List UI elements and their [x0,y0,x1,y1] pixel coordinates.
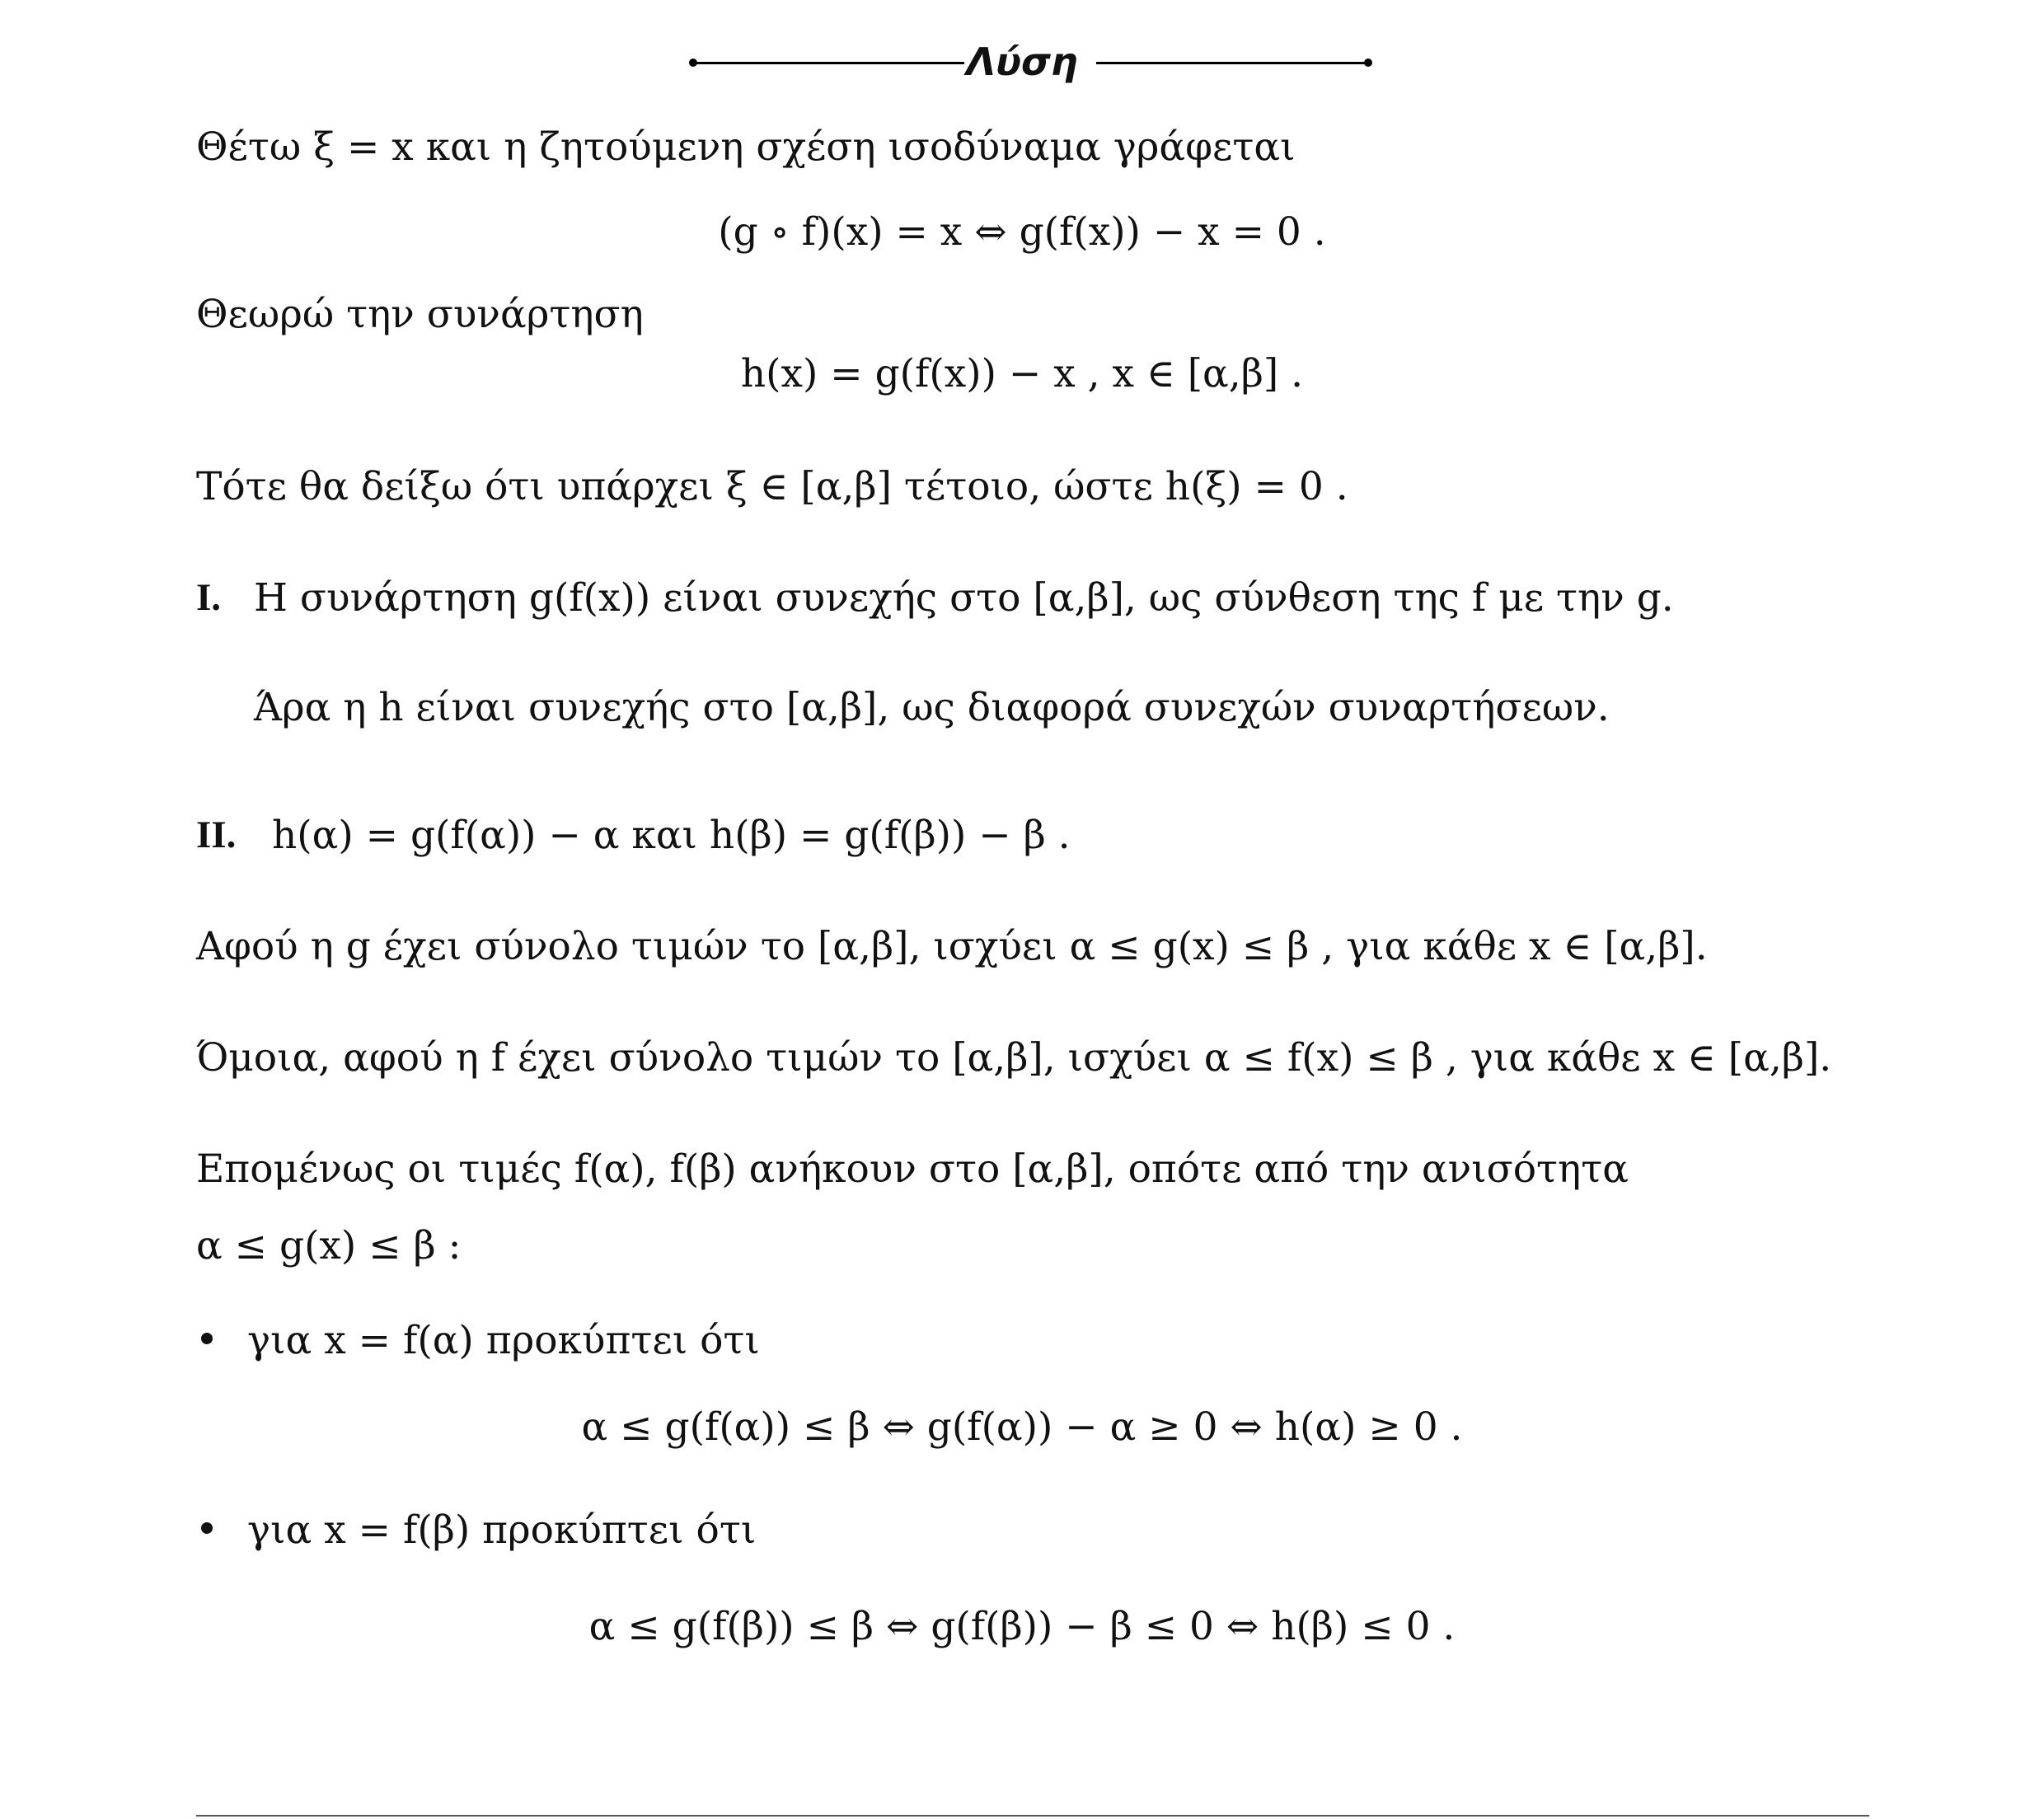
section-title: Λύση [966,40,1078,84]
part-one-label: I. [196,576,222,619]
equation-h-definition: h(x) = g(f(x)) − x , x ∈ [α,β] . [740,351,1304,396]
range-of-g-line: Αφού η g έχει σύνολο τιμών το [α,β], ισχύει α ≤ g(x) ≤ β , για κάθε x ∈ [α,β]. [196,924,1708,969]
intro-line: Θέτω ξ = x και η ζητούμενη σχέση ισοδύναμα γράφεται [196,124,1296,170]
values-belong-line: Επομένως οι τιμές f(α), f(β) ανήκουν στο [α,β], οπότε από την ανισότητα [196,1146,1629,1192]
inequality-line: α ≤ g(x) ≤ β : [196,1223,462,1268]
title-right-rule [1096,62,1368,64]
case-f-alpha: για x = f(α) προκύπτει ότι [247,1318,760,1363]
bullet-two [201,1522,213,1534]
define-function-line: Θεωρώ την συνάρτηση [196,292,644,337]
equation-h-beta: α ≤ g(f(β)) ≤ β ⇔ g(f(β)) − β ≤ 0 ⇔ h(β) ≤ 0 . [588,1604,1456,1649]
goal-statement: Τότε θα δείξω ότι υπάρχει ξ ∈ [α,β] τέτοιο, ώστε h(ξ) = 0 . [196,464,1348,509]
case-f-beta: για x = f(β) προκύπτει ότι [247,1507,757,1553]
equation-h-alpha: α ≤ g(f(α)) ≤ β ⇔ g(f(α)) − α ≥ 0 ⇔ h(α) ≥ 0 . [581,1404,1463,1450]
part-two-text: h(α) = g(f(α)) − α και h(β) = g(f(β)) − β . [272,813,1071,858]
title-left-rule [692,62,964,64]
part-two-label: II. [196,813,237,856]
page-bottom-rule [196,1815,1869,1817]
title-right-dot [1364,59,1372,67]
part-one-text: Η συνάρτηση g(f(x)) είναι συνεχής στο [α,β], ως σύνθεση της f με την g. [254,575,1674,621]
continuity-conclusion: Άρα η h είναι συνεχής στο [α,β], ως διαφορά συνεχών συναρτήσεων. [254,685,1610,730]
range-of-f-line: Όμοια, αφού η f έχει σύνολο τιμών το [α,β], ισχύει α ≤ f(x) ≤ β , για κάθε x ∈ [α,β]. [196,1035,1832,1081]
equation-composition: (g ∘ f)(x) = x ⇔ g(f(x)) − x = 0 . [718,209,1326,255]
bullet-one [201,1333,213,1344]
